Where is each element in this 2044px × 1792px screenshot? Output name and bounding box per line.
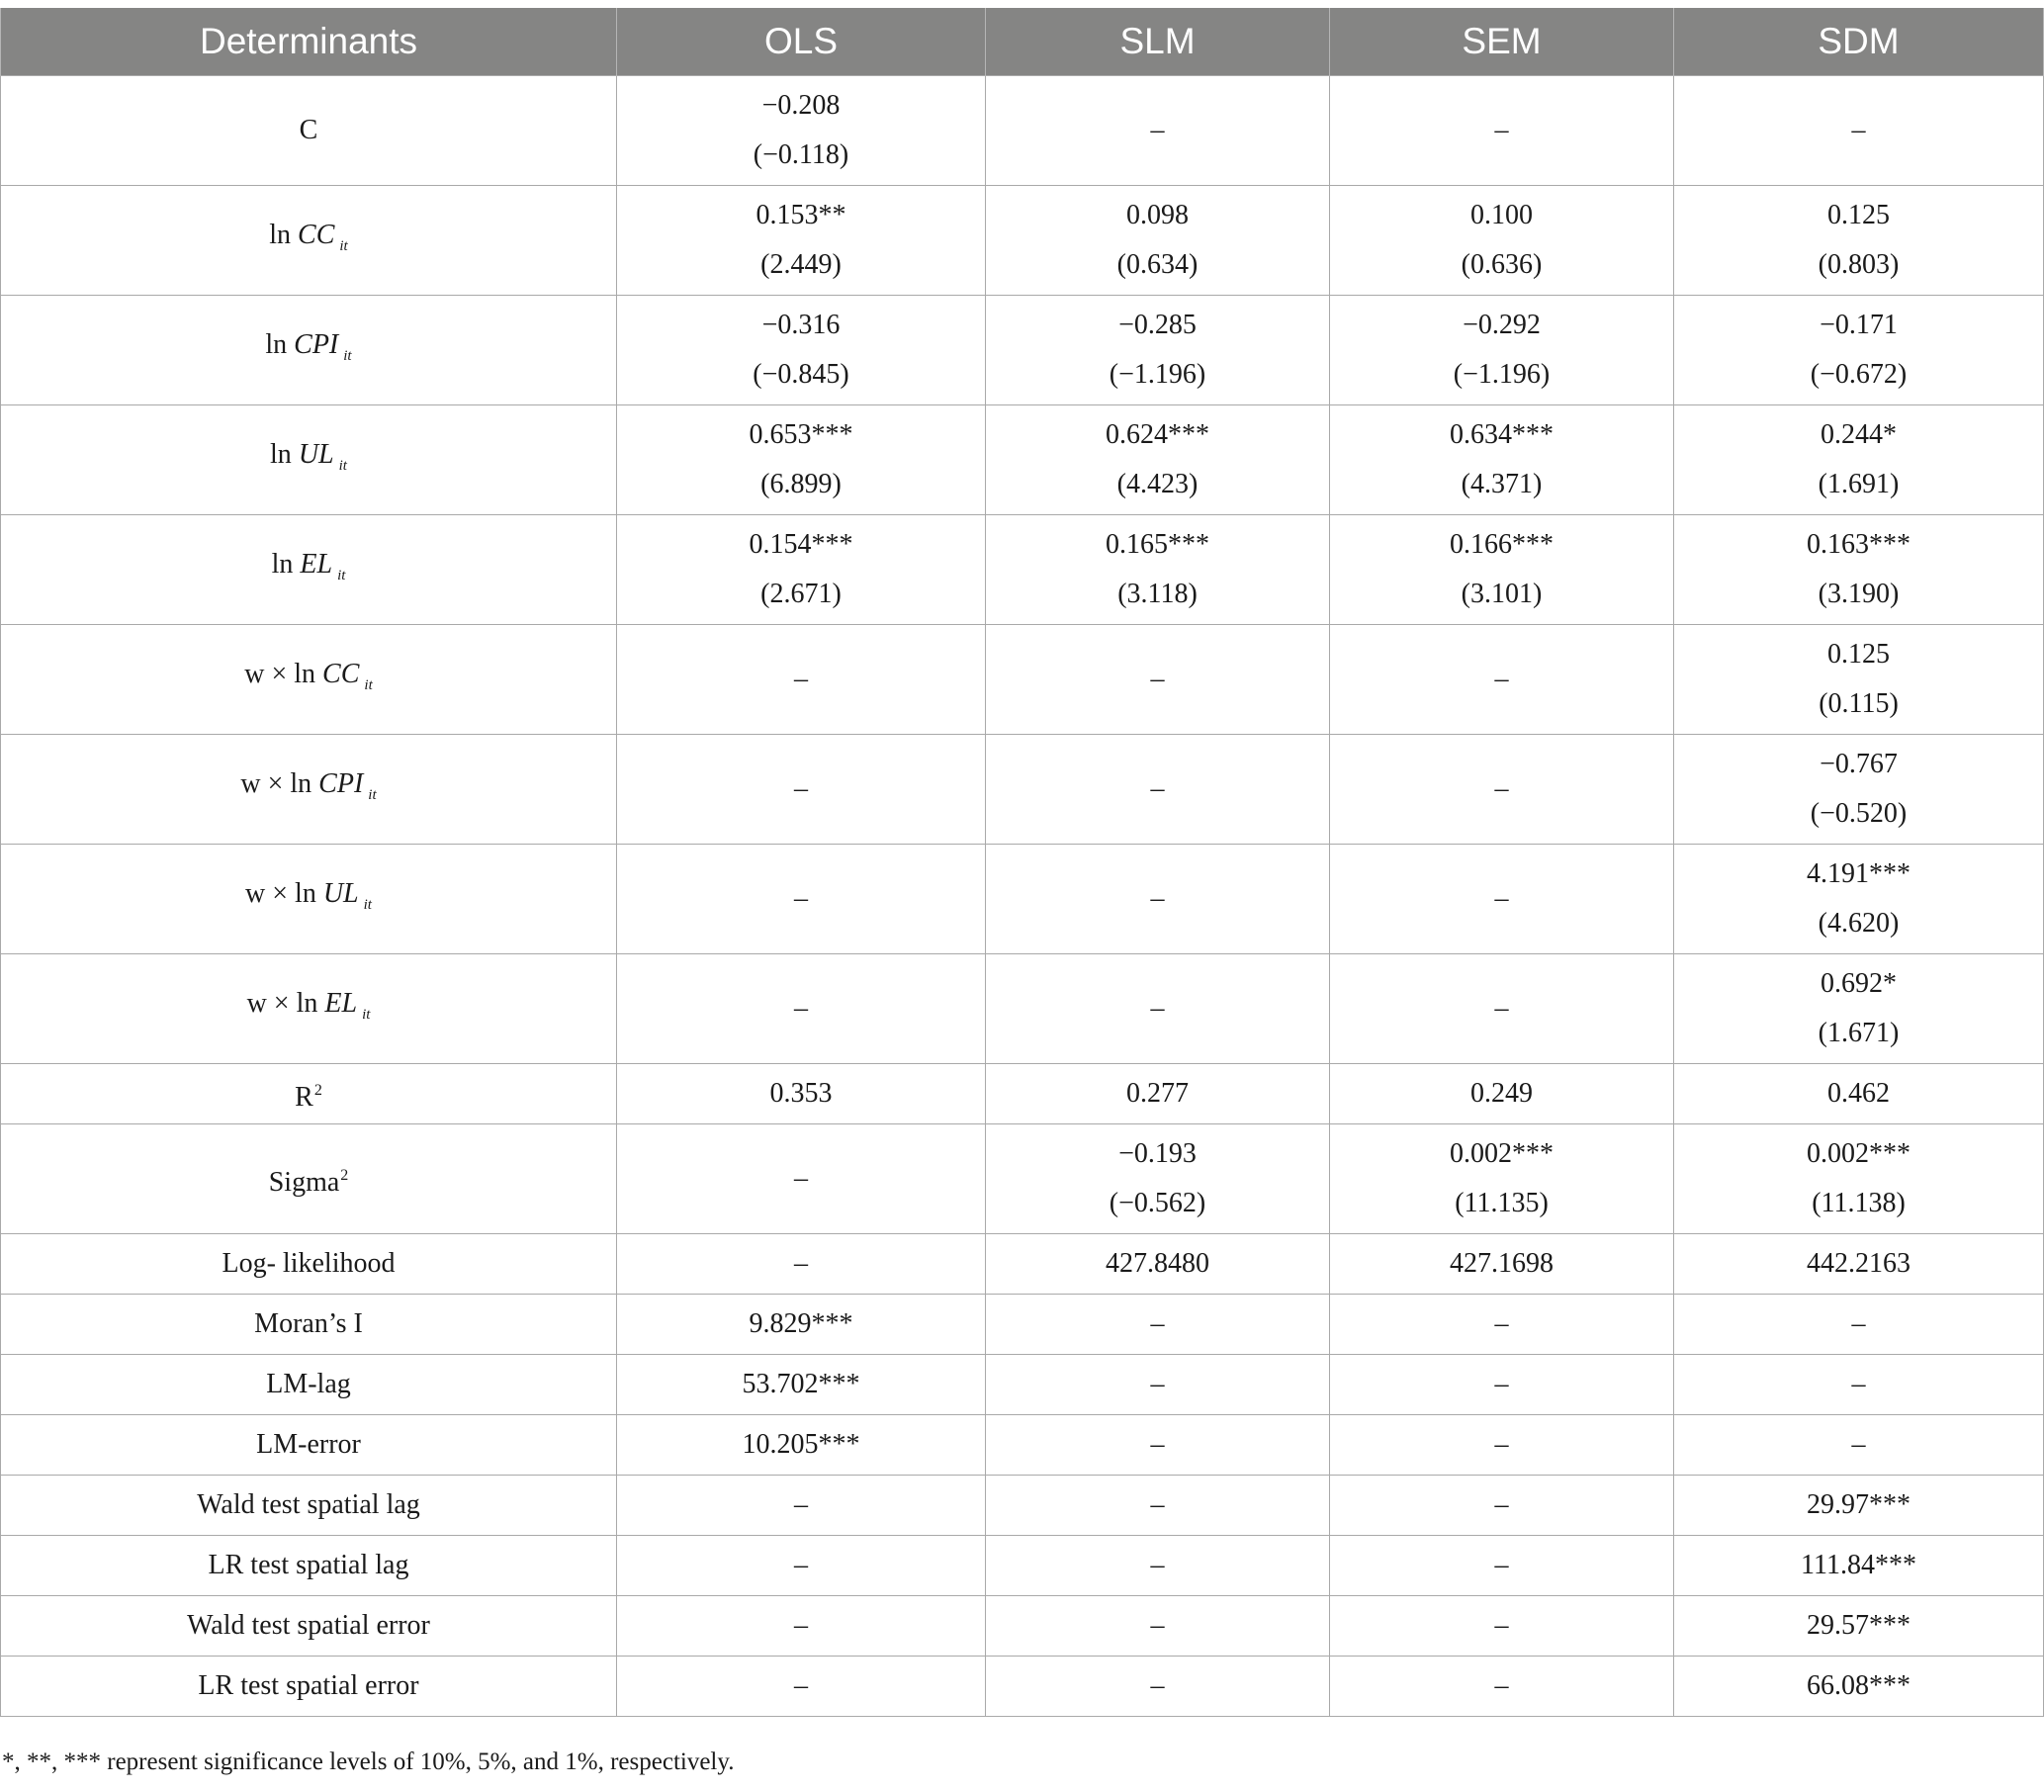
- table-cell: [1330, 954, 1674, 1064]
- cell-coefficient: 10.205***: [742, 1429, 860, 1460]
- row-label-text: w × ln: [240, 767, 319, 799]
- table-cell: [986, 1536, 1330, 1596]
- cell-statistic: (3.190): [1818, 579, 1900, 609]
- row-label-variable: UL: [322, 877, 359, 909]
- cell-coefficient: −0.292: [1463, 310, 1541, 340]
- cell-coefficient: 427.8480: [1106, 1248, 1209, 1279]
- table-row: [1, 186, 2044, 296]
- table-cell: [1674, 76, 2044, 186]
- cell-statistic: (6.899): [760, 469, 842, 499]
- cell-coefficient: –: [1851, 1369, 1866, 1399]
- cell-statistic: (4.423): [1116, 469, 1199, 499]
- table-cell: [1330, 1596, 1674, 1657]
- row-label-variable: EL: [300, 548, 333, 580]
- row-label-text: Wald test spatial error: [187, 1610, 430, 1641]
- cell-coefficient: –: [1150, 993, 1165, 1024]
- header-determinants: Determinants: [1, 8, 617, 76]
- row-label-text: LM-lag: [266, 1369, 351, 1399]
- row-label: [1, 1476, 617, 1536]
- table-cell: [617, 1064, 986, 1124]
- cell-coefficient: 29.97***: [1807, 1489, 1911, 1520]
- table-cell: [617, 1536, 986, 1596]
- cell-coefficient: 66.08***: [1807, 1670, 1911, 1701]
- cell-statistic: (4.620): [1818, 908, 1900, 939]
- row-label-text: ln: [271, 548, 301, 580]
- table-cell: [1674, 515, 2044, 625]
- cell-coefficient: 0.165***: [1106, 529, 1209, 560]
- cell-coefficient: –: [1494, 1489, 1509, 1520]
- table-cell: [1330, 1124, 1674, 1234]
- table-cell: [1674, 954, 2044, 1064]
- cell-coefficient: 0.002***: [1450, 1138, 1554, 1169]
- row-label-text: ln: [269, 219, 299, 250]
- cell-coefficient: 0.100: [1470, 200, 1533, 230]
- row-label-text: LR test spatial lag: [208, 1550, 409, 1580]
- table-cell: [1674, 1295, 2044, 1355]
- table-cell: [1674, 1064, 2044, 1124]
- header-ols: OLS: [617, 8, 986, 76]
- cell-coefficient: −0.767: [1820, 749, 1898, 779]
- cell-coefficient: –: [1851, 115, 1866, 145]
- table-cell: [1674, 405, 2044, 515]
- table-cell: [1674, 1476, 2044, 1536]
- cell-statistic: (−1.196): [1453, 359, 1551, 390]
- table-cell: [617, 296, 986, 405]
- regression-table-container: [0, 8, 2044, 1717]
- cell-coefficient: –: [1494, 664, 1509, 694]
- table-cell: [617, 1124, 986, 1234]
- row-label-text: Log- likelihood: [222, 1248, 396, 1279]
- cell-coefficient: –: [1150, 773, 1165, 804]
- table-row: [1, 1295, 2044, 1355]
- cell-coefficient: 0.462: [1827, 1078, 1890, 1109]
- table-row: [1, 1415, 2044, 1476]
- table-cell: [1674, 1355, 2044, 1415]
- table-cell: [986, 186, 1330, 296]
- table-cell: [1330, 845, 1674, 954]
- row-label: [1, 405, 617, 515]
- table-cell: [617, 1476, 986, 1536]
- cell-coefficient: 0.244*: [1821, 419, 1897, 450]
- table-cell: [1674, 1234, 2044, 1295]
- row-label: [1, 515, 617, 625]
- table-cell: [1674, 845, 2044, 954]
- row-label-text: Sigma: [268, 1166, 340, 1198]
- cell-statistic: (3.118): [1117, 579, 1198, 609]
- table-cell: [1330, 1415, 1674, 1476]
- cell-coefficient: –: [1150, 1308, 1165, 1339]
- table-cell: [617, 625, 986, 735]
- table-cell: [1674, 296, 2044, 405]
- header-row: [1, 8, 2044, 76]
- table-cell: [986, 735, 1330, 845]
- cell-coefficient: 0.153**: [755, 200, 846, 230]
- table-row: [1, 1536, 2044, 1596]
- table-cell: [1674, 1657, 2044, 1717]
- cell-coefficient: 0.125: [1827, 639, 1890, 670]
- table-cell: [1674, 1415, 2044, 1476]
- cell-coefficient: −0.316: [761, 310, 841, 340]
- cell-coefficient: –: [794, 883, 808, 914]
- table-cell: [1330, 1536, 1674, 1596]
- cell-coefficient: 0.353: [769, 1078, 833, 1109]
- table-body: [1, 76, 2044, 1717]
- cell-coefficient: –: [1494, 1369, 1509, 1399]
- table-cell: [986, 1295, 1330, 1355]
- cell-coefficient: 0.653***: [749, 419, 853, 450]
- table-row: [1, 1596, 2044, 1657]
- cell-coefficient: –: [794, 1248, 808, 1279]
- cell-coefficient: 53.702***: [742, 1369, 860, 1399]
- row-label-text: ln: [270, 438, 299, 470]
- row-label-subscript: it: [368, 786, 377, 803]
- row-label: [1, 1064, 617, 1124]
- table-cell: [617, 954, 986, 1064]
- row-label-text: w × ln: [245, 877, 323, 909]
- table-cell: [617, 1657, 986, 1717]
- table-header: [1, 8, 2044, 76]
- cell-statistic: (−1.196): [1109, 359, 1206, 390]
- table-row: [1, 1476, 2044, 1536]
- table-cell: [986, 296, 1330, 405]
- cell-coefficient: 427.1698: [1450, 1248, 1554, 1279]
- table-cell: [1330, 735, 1674, 845]
- row-label-variable: EL: [324, 987, 358, 1019]
- table-cell: [986, 76, 1330, 186]
- table-cell: [986, 1124, 1330, 1234]
- cell-coefficient: –: [794, 1670, 808, 1701]
- cell-coefficient: 0.125: [1827, 200, 1890, 230]
- table-cell: [1330, 1476, 1674, 1536]
- cell-statistic: (1.671): [1818, 1018, 1900, 1048]
- cell-statistic: (−0.845): [753, 359, 849, 390]
- cell-coefficient: 0.624***: [1106, 419, 1209, 450]
- table-cell: [986, 1234, 1330, 1295]
- cell-statistic: (11.138): [1812, 1188, 1906, 1218]
- cell-coefficient: –: [1150, 1369, 1165, 1399]
- row-label-text: LM-error: [256, 1429, 361, 1460]
- table-cell: [986, 845, 1330, 954]
- row-label: [1, 1415, 617, 1476]
- row-label: [1, 76, 617, 186]
- cell-coefficient: –: [794, 1163, 808, 1194]
- table-cell: [986, 1476, 1330, 1536]
- table-cell: [617, 405, 986, 515]
- table-row: [1, 405, 2044, 515]
- row-label-variable: CPI: [318, 767, 364, 799]
- table-cell: [986, 1596, 1330, 1657]
- row-label: [1, 845, 617, 954]
- table-row: [1, 845, 2044, 954]
- table-cell: [986, 1415, 1330, 1476]
- row-label-subscript: it: [337, 567, 346, 583]
- row-label-text: Wald test spatial lag: [197, 1489, 420, 1520]
- row-label-subscript: it: [343, 347, 352, 364]
- row-label-text: R: [295, 1081, 313, 1113]
- cell-coefficient: –: [1494, 115, 1509, 145]
- cell-statistic: (0.115): [1819, 688, 1899, 719]
- table-cell: [1674, 1596, 2044, 1657]
- cell-coefficient: –: [1150, 115, 1165, 145]
- cell-coefficient: –: [794, 1550, 808, 1580]
- cell-coefficient: –: [794, 1489, 808, 1520]
- row-label-text: ln: [265, 328, 295, 360]
- table-cell: [1674, 735, 2044, 845]
- table-cell: [1330, 186, 1674, 296]
- table-cell: [1330, 296, 1674, 405]
- cell-coefficient: −0.193: [1118, 1138, 1197, 1169]
- cell-statistic: (0.636): [1461, 249, 1543, 280]
- row-label-text: C: [299, 115, 318, 145]
- row-label-subscript: it: [364, 676, 373, 693]
- table-cell: [1674, 625, 2044, 735]
- table-cell: [617, 1596, 986, 1657]
- row-label-text: LR test spatial error: [198, 1670, 419, 1701]
- row-label-variable: CC: [298, 219, 335, 250]
- table-cell: [617, 845, 986, 954]
- cell-coefficient: 0.154***: [749, 529, 853, 560]
- cell-coefficient: –: [1494, 993, 1509, 1024]
- row-label: [1, 1657, 617, 1717]
- cell-coefficient: –: [1494, 1308, 1509, 1339]
- table-cell: [1330, 1064, 1674, 1124]
- table-cell: [617, 1355, 986, 1415]
- row-label-text: w × ln: [244, 658, 323, 689]
- cell-coefficient: –: [1150, 1550, 1165, 1580]
- cell-statistic: (−0.672): [1810, 359, 1908, 390]
- row-label: [1, 186, 617, 296]
- row-label: [1, 296, 617, 405]
- cell-coefficient: −0.171: [1820, 310, 1898, 340]
- cell-coefficient: –: [1150, 1489, 1165, 1520]
- cell-coefficient: 0.163***: [1807, 529, 1911, 560]
- table-cell: [1330, 515, 1674, 625]
- cell-statistic: (4.371): [1461, 469, 1543, 499]
- row-label: [1, 1234, 617, 1295]
- table-row: [1, 1234, 2044, 1295]
- cell-coefficient: –: [1150, 1670, 1165, 1701]
- cell-coefficient: −0.208: [761, 90, 841, 121]
- row-label: [1, 735, 617, 845]
- table-row: [1, 515, 2044, 625]
- table-cell: [1330, 1355, 1674, 1415]
- table-cell: [1330, 1657, 1674, 1717]
- table-row: [1, 1355, 2044, 1415]
- cell-statistic: (−0.520): [1810, 798, 1908, 829]
- table-cell: [617, 1295, 986, 1355]
- row-label-text: w × ln: [246, 987, 325, 1019]
- table-cell: [1330, 405, 1674, 515]
- table-cell: [617, 1415, 986, 1476]
- cell-coefficient: –: [794, 993, 808, 1024]
- cell-coefficient: –: [1150, 664, 1165, 694]
- cell-coefficient: –: [1494, 1550, 1509, 1580]
- cell-statistic: (−0.118): [753, 139, 849, 170]
- cell-coefficient: 4.191***: [1807, 858, 1911, 889]
- row-label-variable: UL: [298, 438, 334, 470]
- table-row: [1, 296, 2044, 405]
- table-cell: [617, 76, 986, 186]
- table-cell: [986, 954, 1330, 1064]
- header-slm: SLM: [986, 8, 1330, 76]
- cell-coefficient: 0.249: [1470, 1078, 1533, 1109]
- cell-statistic: (0.634): [1116, 249, 1199, 280]
- row-label: [1, 1124, 617, 1234]
- cell-statistic: (0.803): [1818, 249, 1900, 280]
- table-row: [1, 1064, 2044, 1124]
- cell-coefficient: –: [1494, 1429, 1509, 1460]
- cell-coefficient: –: [1494, 1670, 1509, 1701]
- cell-coefficient: 111.84***: [1801, 1550, 1916, 1580]
- row-label: [1, 1355, 617, 1415]
- cell-coefficient: –: [1150, 1429, 1165, 1460]
- cell-coefficient: –: [1494, 883, 1509, 914]
- row-label: [1, 954, 617, 1064]
- table-row: [1, 735, 2044, 845]
- table-row: [1, 954, 2044, 1064]
- row-label-subscript: it: [362, 1006, 371, 1023]
- table-cell: [986, 405, 1330, 515]
- cell-coefficient: –: [794, 664, 808, 694]
- cell-coefficient: –: [1494, 1610, 1509, 1641]
- table-cell: [617, 1234, 986, 1295]
- header-sdm: SDM: [1674, 8, 2044, 76]
- row-label-superscript: 2: [313, 1081, 322, 1099]
- cell-coefficient: 0.098: [1126, 200, 1189, 230]
- table-cell: [1674, 186, 2044, 296]
- row-label-variable: CC: [322, 658, 360, 689]
- cell-coefficient: –: [794, 1610, 808, 1641]
- cell-statistic: (2.671): [760, 579, 842, 609]
- row-label-subscript: it: [338, 457, 347, 474]
- table-cell: [1330, 1234, 1674, 1295]
- table-cell: [986, 515, 1330, 625]
- header-sem: SEM: [1330, 8, 1674, 76]
- row-label-subscript: it: [363, 896, 372, 913]
- row-label: [1, 625, 617, 735]
- cell-statistic: (11.135): [1455, 1188, 1549, 1218]
- cell-coefficient: 0.634***: [1450, 419, 1554, 450]
- row-label: [1, 1295, 617, 1355]
- row-label-subscript: it: [339, 237, 348, 254]
- row-label: [1, 1596, 617, 1657]
- cell-coefficient: –: [1150, 1610, 1165, 1641]
- table-cell: [617, 735, 986, 845]
- row-label-text: Moran’s I: [254, 1308, 363, 1339]
- table-footnote: *, **, *** represent significance levels of 10%, 5%, and 1%, respectively.: [2, 1748, 735, 1775]
- cell-coefficient: –: [1851, 1308, 1866, 1339]
- cell-coefficient: 0.002***: [1807, 1138, 1911, 1169]
- table-cell: [617, 515, 986, 625]
- table-cell: [986, 1064, 1330, 1124]
- table-cell: [986, 1355, 1330, 1415]
- table-cell: [1674, 1536, 2044, 1596]
- cell-statistic: (1.691): [1818, 469, 1900, 499]
- row-label-superscript: 2: [340, 1166, 349, 1184]
- cell-coefficient: –: [794, 773, 808, 804]
- row-label: [1, 1536, 617, 1596]
- cell-coefficient: –: [1150, 883, 1165, 914]
- cell-coefficient: –: [1494, 773, 1509, 804]
- regression-results-table: [0, 8, 2044, 1717]
- table-cell: [617, 186, 986, 296]
- table-row: [1, 625, 2044, 735]
- cell-coefficient: 0.692*: [1821, 968, 1897, 999]
- table-cell: [1330, 76, 1674, 186]
- table-row: [1, 1124, 2044, 1234]
- cell-coefficient: 0.166***: [1450, 529, 1554, 560]
- table-cell: [1330, 1295, 1674, 1355]
- cell-statistic: (2.449): [760, 249, 842, 280]
- cell-coefficient: 0.277: [1126, 1078, 1189, 1109]
- table-row: [1, 1657, 2044, 1717]
- table-row: [1, 76, 2044, 186]
- cell-coefficient: −0.285: [1118, 310, 1197, 340]
- cell-coefficient: 9.829***: [749, 1308, 853, 1339]
- cell-coefficient: 29.57***: [1807, 1610, 1911, 1641]
- table-cell: [986, 625, 1330, 735]
- cell-statistic: (−0.562): [1109, 1188, 1206, 1218]
- cell-coefficient: –: [1851, 1429, 1866, 1460]
- row-label-variable: CPI: [294, 328, 339, 360]
- table-cell: [986, 1657, 1330, 1717]
- table-cell: [1330, 625, 1674, 735]
- table-cell: [1674, 1124, 2044, 1234]
- cell-coefficient: 442.2163: [1807, 1248, 1911, 1279]
- cell-statistic: (3.101): [1461, 579, 1543, 609]
